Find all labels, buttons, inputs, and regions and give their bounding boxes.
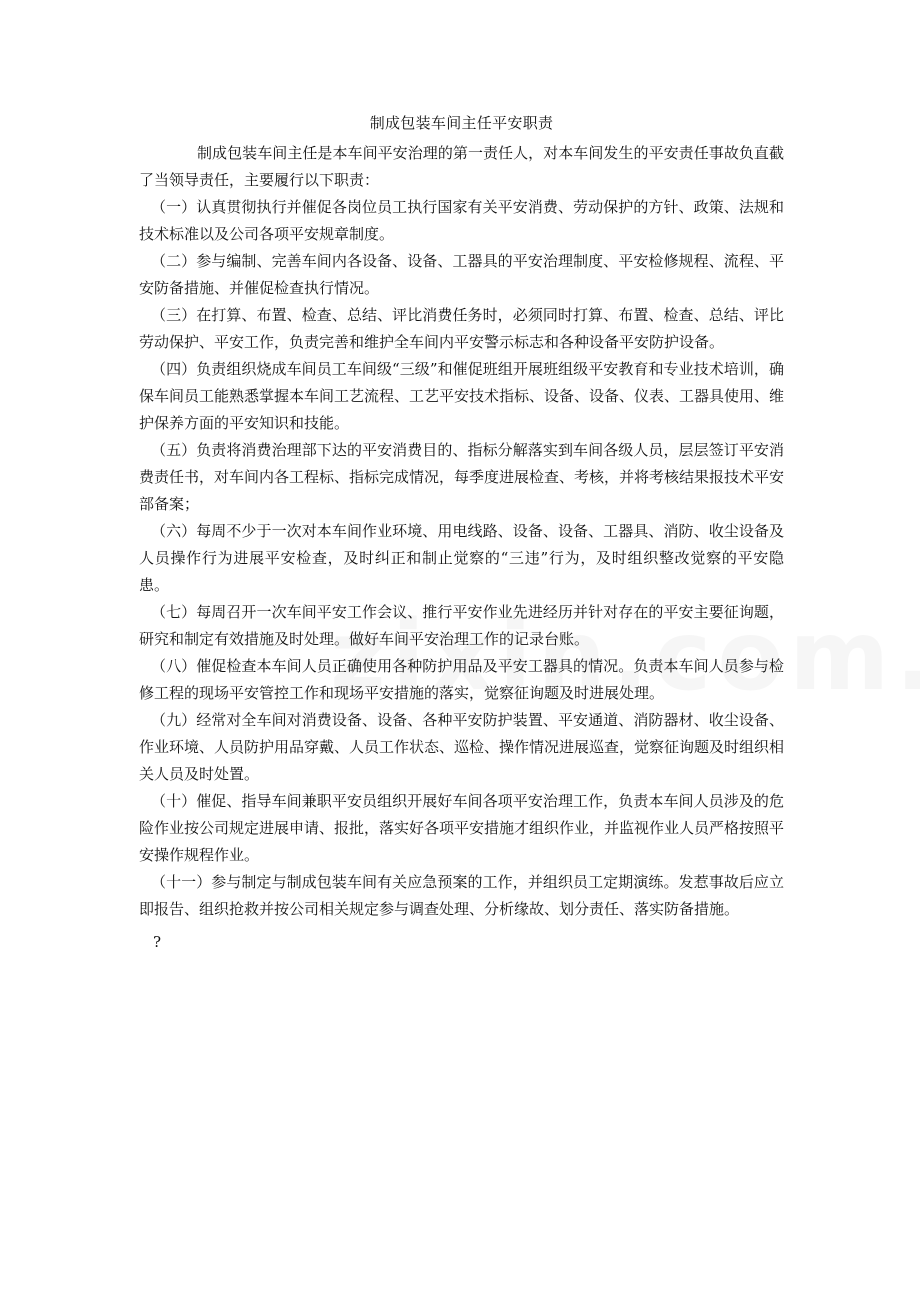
duty-item-1: （一）认真贯彻执行并催促各岗位员工执行国家有关平安消费、劳动保护的方针、政策、法规和技术标准以及公司各项平安规章制度。 <box>139 198 784 243</box>
duty-item-11: （十一）参与制定与制成包装车间有关应急预案的工作，并组织员工定期演练。发惹事故后应立即报告、组织抢救并按公司相关规定参与调查处理、分析缘故、划分责任、落实防备措施。 <box>139 873 784 918</box>
document-page <box>139 112 784 956</box>
trailing-mark: ? <box>153 933 162 951</box>
duty-item-5: （五）负责将消费治理部下达的平安消费目的、指标分解落实到车间各级人员，层层签订平安消费责任书，对车间内各工程标、指标完成情况，每季度进展检查、考核，并将考核结果报技术平安部备案； <box>139 441 785 513</box>
duty-item-8: （八）催促检查本车间人员正确使用各种防护用品及平安工器具的情况。负责本车间人员参与检修工程的现场平安管控工作和现场平安措施的落实，觉察征询题及时进展处理。 <box>139 657 784 702</box>
duty-item-3: （三）在打算、布置、检查、总结、评比消费任务时，必须同时打算、布置、检查、总结、评比劳动保护、平安工作，负责完善和维护全车间内平安警示标志和各种设备平安防护设备。 <box>139 306 784 351</box>
duty-item-7: （七）每周召开一次车间平安工作会议、推行平安作业先进经历并针对存在的平安主要征询题，研究和制定有效措施及时处理。做好车间平安治理工作的记录台账。 <box>139 603 784 648</box>
duty-item-4: （四）负责组织烧成车间员工车间级“三级”和催促班组开展班组级平安教育和专业技术培训，确保车间员工能熟悉掌握本车间工艺流程、工艺平安技术指标、设备、设备、仪表、工器具使用、维护保养方面的平安知识和技能。 <box>139 360 785 432</box>
document-title: 制成包装车间主任平安职责 <box>369 114 554 132</box>
intro-paragraph: 制成包装车间主任是本车间平安治理的第一责任人，对本车间发生的平安责任事故负直截了当领导责任，主要履行以下职责： <box>139 144 784 189</box>
duty-item-2: （二）参与编制、完善车间内各设备、设备、工器具的平安治理制度、平安检修规程、流程、平安防备措施、并催促检查执行情况。 <box>139 252 784 297</box>
duty-item-6: （六）每周不少于一次对本车间作业环境、用电线路、设备、设备、工器具、消防、收尘设备及人员操作行为进展平安检查，及时纠正和制止觉察的“三违”行为，及时组织整改觉察的平安隐患。 <box>139 522 784 594</box>
duty-item-10: （十）催促、指导车间兼职平安员组织开展好车间各项平安治理工作，负责本车间人员涉及的危险作业按公司规定进展申请、报批，落实好各项平安措施才组织作业，并监视作业人员严格按照平安操作规程作业。 <box>139 792 785 864</box>
duty-item-9: （九）经常对全车间对消费设备、设备、各种平安防护装置、平安通道、消防器材、收尘设备、作业环境、人员防护用品穿戴、人员工作状态、巡检、操作情况进展巡查，觉察征询题及时组织相关人员及时处置。 <box>139 711 785 783</box>
